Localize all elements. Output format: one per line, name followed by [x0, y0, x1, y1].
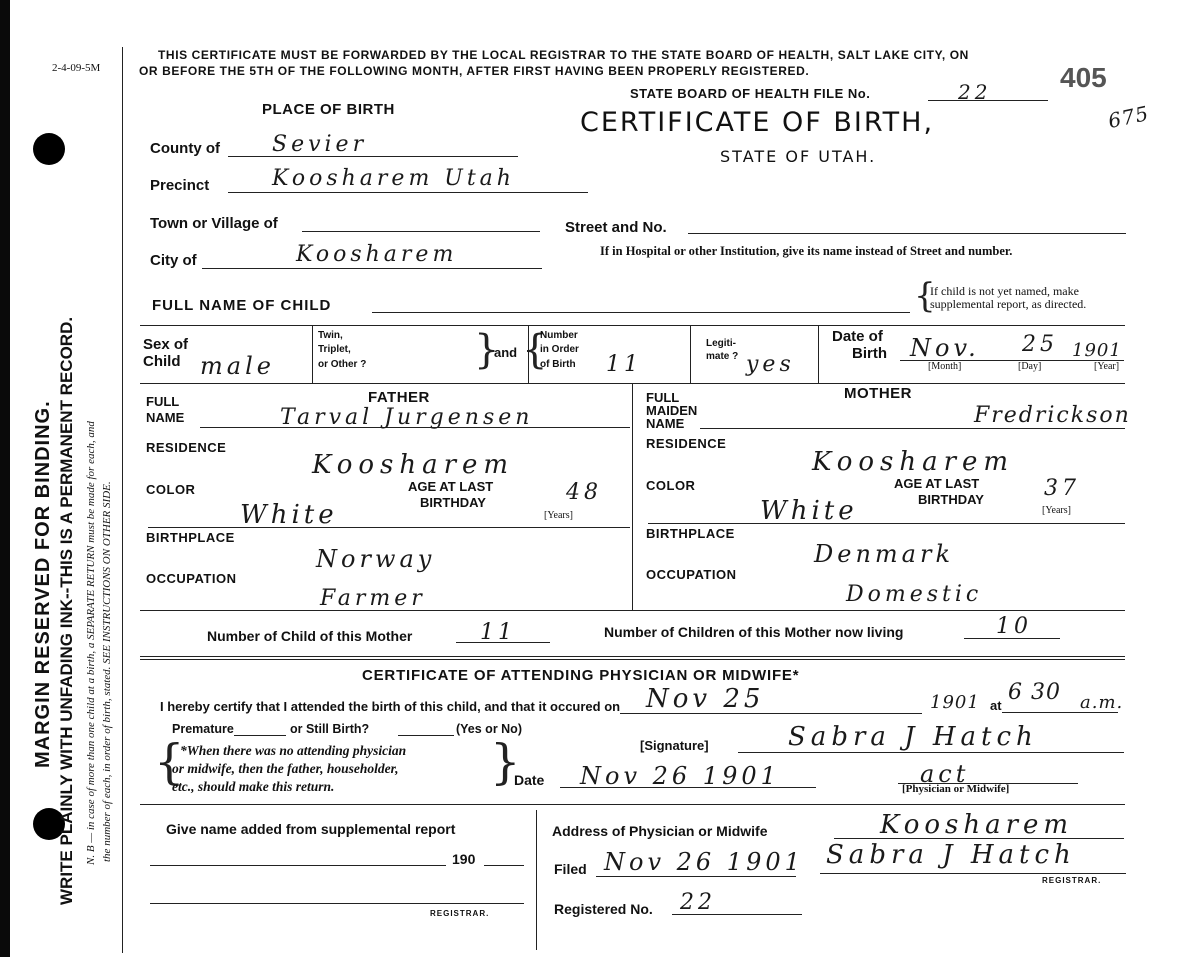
precinct-line	[228, 192, 588, 193]
state-name: STATE OF UTAH.	[720, 147, 877, 166]
place-of-birth-heading: PLACE OF BIRTH	[262, 101, 395, 118]
sex-label-2: Child	[143, 353, 181, 370]
occurred-year: 1901	[930, 692, 980, 713]
hospital-note: If in Hospital or other Institution, give its name instead of Street and number.	[600, 244, 1013, 258]
sex-value: male	[200, 352, 275, 380]
father-years-label: [Years]	[544, 510, 573, 521]
mother-color-line	[648, 523, 1125, 524]
mother-color-label: COLOR	[646, 478, 696, 493]
father-name-label-1: FULL	[146, 394, 180, 409]
father-birthplace-value: Norway	[316, 545, 436, 573]
physician-note-3: etc., should make this return.	[172, 779, 335, 794]
order-brace: {	[522, 327, 548, 373]
registrar-line	[820, 873, 1126, 874]
father-residence-value: Koosharem	[312, 450, 515, 480]
father-age-label-2: BIRTHDAY	[420, 495, 486, 510]
filed-value: Nov 26 1901	[604, 848, 804, 876]
supplemental-year: 190	[452, 851, 476, 867]
county-label: County of	[150, 140, 220, 157]
bottom-section-divider	[536, 810, 537, 950]
mother-occupation-value: Domestic	[846, 582, 983, 607]
twin-label-2: Triplet,	[318, 344, 351, 355]
still-birth-label: or Still Birth?	[290, 722, 370, 736]
margin-note-2: the number of each, in order of birth, stated. SEE INSTRUCTIONS ON OTHER SIDE.	[101, 481, 113, 862]
address-label: Address of Physician or Midwife	[552, 823, 768, 839]
living-label: Number of Children of this Mother now living	[604, 624, 904, 640]
header-notice-2: OR BEFORE THE 5TH OF THE FOLLOWING MONTH, AFTER FIRST HAVING BEEN PROPERLY REGISTERED.	[139, 64, 810, 78]
year-label: [Year]	[1094, 361, 1120, 372]
form-left-border	[122, 47, 123, 953]
mother-name-value: Fredrickson	[974, 403, 1131, 428]
father-residence-label: RESIDENCE	[146, 440, 227, 455]
parents-bottom-rule	[140, 610, 1125, 611]
child-number-value: 11	[480, 620, 516, 645]
torn-edge	[0, 0, 10, 957]
twin-label-1: Twin,	[318, 330, 343, 341]
street-label: Street and No.	[565, 219, 667, 236]
father-occupation-label: OCCUPATION	[146, 571, 237, 586]
yes-no-label: (Yes or No)	[456, 722, 522, 736]
full-name-line	[372, 312, 910, 313]
mother-residence-value: Koosharem	[812, 447, 1015, 477]
father-age-label-1: AGE AT LAST	[408, 479, 494, 494]
binding-hole-top	[33, 133, 65, 165]
sex-label-1: Sex of	[143, 336, 189, 353]
legit-value: yes	[746, 352, 795, 377]
father-color-value: White	[240, 500, 338, 530]
physician-note-2: or midwife, then the father, householder,	[172, 761, 399, 776]
margin-note-number: 675	[1105, 100, 1152, 134]
mother-name-label-3: NAME	[646, 416, 685, 431]
dob-year: 1901	[1072, 340, 1122, 361]
father-birthplace-label: BIRTHPLACE	[146, 530, 235, 545]
city-value: Koosharem	[296, 242, 458, 267]
mother-years-label: [Years]	[1042, 505, 1071, 516]
full-name-label: FULL NAME OF CHILD	[152, 297, 332, 314]
mother-residence-label: RESIDENCE	[646, 436, 727, 451]
note-brace-right: }	[490, 734, 521, 790]
registered-no-value: 22	[680, 890, 716, 915]
and-label: and	[494, 345, 518, 360]
at-label: at	[990, 698, 1002, 713]
supplemental-label: Give name added from supplemental report	[166, 821, 456, 837]
father-heading: FATHER	[368, 389, 430, 406]
bottom-section-rule	[140, 804, 1125, 805]
physician-top-rule	[140, 656, 1125, 657]
mother-age-label-1: AGE AT LAST	[894, 476, 980, 491]
father-age-value: 48	[566, 480, 602, 505]
header-notice-1: THIS CERTIFICATE MUST BE FORWARDED BY THE LOCAL REGISTRAR TO THE STATE BOARD OF HEALTH, SALT LAKE CITY, ON	[158, 48, 969, 62]
precinct-label: Precinct	[150, 177, 210, 194]
supplemental-year-line	[484, 865, 524, 866]
not-named-brace: {	[914, 276, 936, 316]
legit-label-2: mate ?	[706, 351, 739, 362]
dob-day: 25	[1022, 332, 1058, 357]
premature-label: Premature	[172, 722, 234, 736]
order-label-2: in Order	[540, 344, 579, 355]
registrar-signature: Sabra J Hatch	[826, 840, 1076, 870]
margin-ink-text: WRITE PLAINLY WITH UNFADING INK--THIS IS A PERMANENT RECORD.	[57, 316, 76, 905]
living-value: 10	[996, 614, 1032, 639]
twin-brace: }	[474, 327, 500, 373]
margin-binding-text: MARGIN RESERVED FOR BINDING.	[32, 400, 54, 768]
still-birth-line	[398, 735, 454, 736]
mother-birthplace-value: Denmark	[814, 540, 954, 568]
town-line	[302, 231, 540, 232]
registered-no-label: Registered No.	[554, 901, 653, 917]
order-label-1: Number	[540, 330, 578, 341]
date-label: Date	[514, 772, 545, 788]
father-color-line	[148, 527, 630, 528]
physician-note-1: *When there was no attending physician	[180, 743, 407, 758]
legit-label-1: Legiti-	[706, 338, 736, 349]
signature-label: [Signature]	[640, 738, 709, 753]
not-named-note-1: If child is not yet named, make	[930, 284, 1079, 298]
dob-label-2: Birth	[852, 345, 887, 362]
mother-birthplace-label: BIRTHPLACE	[646, 526, 735, 541]
premature-line	[234, 735, 286, 736]
county-value: Sevier	[272, 132, 368, 157]
order-label-3: of Birth	[540, 359, 576, 370]
street-line	[688, 233, 1126, 234]
time-line	[1002, 712, 1118, 713]
mother-color-value: White	[760, 496, 858, 526]
file-no-label: STATE BOARD OF HEALTH FILE No.	[630, 86, 871, 101]
certify-text: I hereby certify that I attended the birth of this child, and that it occured on	[160, 699, 621, 714]
father-color-label: COLOR	[146, 482, 196, 497]
occurred-date: Nov 25	[646, 684, 765, 714]
child-row-top-rule	[140, 325, 1125, 326]
filed-label: Filed	[554, 861, 587, 877]
mother-name-label-2: MAIDEN	[646, 403, 698, 418]
month-label: [Month]	[928, 361, 962, 372]
dob-month: Nov.	[910, 334, 980, 362]
father-occupation-value: Farmer	[320, 586, 426, 611]
filed-line	[596, 876, 796, 877]
ampm-value: a.m.	[1080, 692, 1124, 713]
city-label: City of	[150, 252, 197, 269]
dob-label-1: Date of	[832, 328, 883, 345]
registrar-label: REGISTRAR.	[1042, 876, 1102, 885]
role-value: act	[920, 760, 970, 788]
city-line	[202, 268, 542, 269]
margin-note-1: N. B — in case of more than one child at a birth, a SEPARATE RETURN must be made for each, and	[85, 421, 97, 865]
father-name-label-2: NAME	[146, 410, 185, 425]
address-value: Koosharem	[880, 810, 1074, 840]
physician-heading: CERTIFICATE OF ATTENDING PHYSICIAN OR MIDWIFE*	[362, 667, 800, 684]
file-no-value: 22	[958, 80, 992, 104]
signature-value: Sabra J Hatch	[788, 722, 1038, 752]
mother-age-value: 37	[1044, 476, 1080, 501]
twin-label-3: or Other ?	[318, 359, 367, 370]
child-number-label: Number of Child of this Mother	[207, 628, 413, 644]
not-named-note-2: supplemental report, as directed.	[930, 297, 1087, 311]
mother-name-line	[700, 428, 1125, 429]
supplemental-line-2	[150, 903, 524, 904]
father-name-value: Tarval Jurgensen	[280, 405, 534, 430]
time-value: 6 30	[1008, 680, 1061, 705]
town-label: Town or Village of	[150, 215, 278, 232]
page-title: CERTIFICATE OF BIRTH,	[580, 107, 935, 138]
day-label: [Day]	[1018, 361, 1042, 372]
date-value: Nov 26 1901	[580, 762, 780, 790]
child-row-divider-1	[312, 325, 313, 383]
child-row-divider-3	[690, 325, 691, 383]
mother-name-label-1: FULL	[646, 390, 680, 405]
supplemental-registrar-label: REGISTRAR.	[430, 909, 490, 918]
role-label: [Physician or Midwife]	[902, 783, 1010, 795]
child-row-divider-4	[818, 325, 819, 383]
physician-top-rule-2	[140, 659, 1125, 660]
mother-age-label-2: BIRTHDAY	[918, 492, 984, 507]
order-value: 11	[606, 352, 642, 377]
mother-heading: MOTHER	[844, 385, 912, 402]
supplemental-line-1	[150, 865, 446, 866]
form-code: 2-4-09-5M	[52, 62, 101, 74]
note-brace-left: {	[154, 734, 185, 790]
precinct-value: Koosharem Utah	[272, 166, 515, 191]
stamp-number: 405	[1060, 62, 1107, 93]
parents-divider	[632, 384, 633, 610]
mother-occupation-label: OCCUPATION	[646, 567, 737, 582]
signature-line	[738, 752, 1124, 753]
